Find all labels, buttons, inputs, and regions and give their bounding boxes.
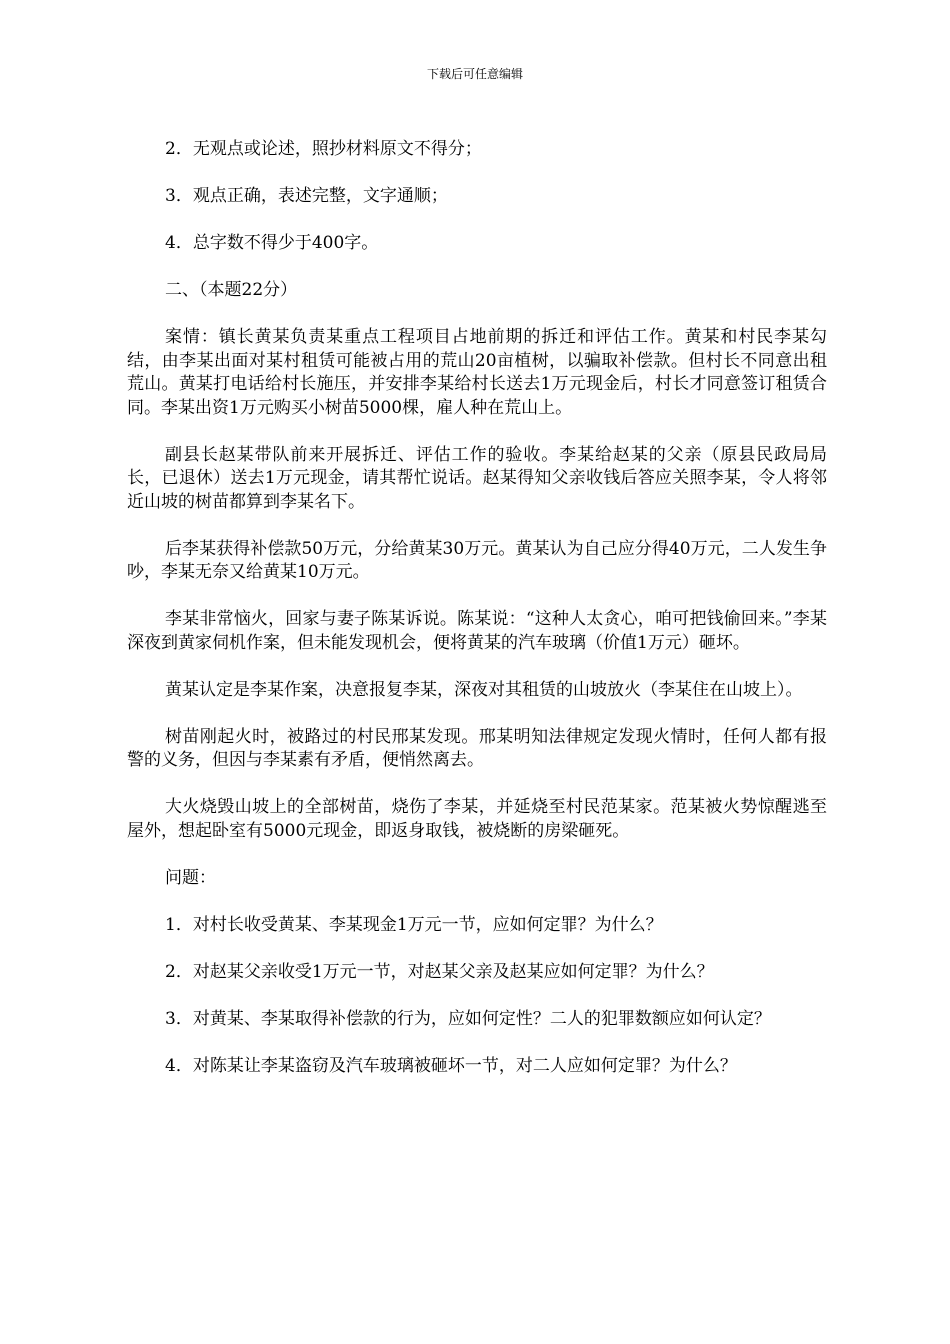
paragraph-scoring-rule-4: 4．总字数不得少于400字。 — [165, 233, 379, 253]
question-3: 3．对黄某、李某取得补偿款的行为，应如何定性？二人的犯罪数额应如何认定？ — [165, 1008, 771, 1029]
paragraph-scoring-rule-2: 2．无观点或论述，照抄材料原文不得分； — [165, 139, 482, 159]
question-4: 4．对陈某让李某盗窃及汽车玻璃被砸坏一节，对二人应如何定罪？为什么？ — [165, 1055, 737, 1076]
page-header: 下载后可任意编辑 — [426, 67, 523, 81]
paragraph-case-6: 树苗刚起火时，被路过的村民邢某发现。邢某明知法律规定发现火情时，任何人都有报警的义务，但因与李某素有矛盾，便悄然离去。 — [127, 726, 827, 770]
paragraph-case-7: 大火烧毁山坡上的全部树苗，烧伤了李某，并延烧至村民范某家。范某被火势惊醒逃至屋外，想起卧室有5000元现金，即返身取钱，被烧断的房梁砸死。 — [127, 797, 827, 841]
paragraph-scoring-rule-3: 3．观点正确，表述完整，文字通顺； — [165, 186, 448, 206]
question-1: 1．对村长收受黄某、李某现金1万元一节，应如何定罪？为什么？ — [165, 914, 663, 935]
paragraph-case-5: 黄某认定是李某作案，决意报复李某，深夜对其租赁的山坡放火（李某住在山坡上）。 — [165, 679, 803, 700]
questions-heading: 问题： — [165, 867, 216, 888]
paragraph-case-2: 副县长赵某带队前来开展拆迁、评估工作的验收。李某给赵某的父亲（原县民政局局长，已退休）送去1万元现金，请其帮忙说话。赵某得知父亲收钱后答应关照李某，令人将邻近山坡的树苗都算到李某名下。 — [127, 444, 827, 512]
question-2: 2．对赵某父亲收受1万元一节，对赵某父亲及赵某应如何定罪？为什么？ — [165, 961, 714, 982]
document-body — [127, 138, 827, 1078]
paragraph-case-4: 李某非常恼火，回家与妻子陈某诉说。陈某说：“这种人太贪心，咱可把钱偷回来。”李某深夜到黄家伺机作案，但未能发现机会，便将黄某的汽车玻璃（价值1万元）砸坏。 — [127, 609, 827, 653]
paragraph-case-intro: 案情：镇长黄某负责某重点工程项目占地前期的拆迁和评估工作。黄某和村民李某勾结，由李某出面对某村租赁可能被占用的荒山20亩植树，以骗取补偿款。但村长不同意出租荒山。黄某打电话给村长施压，并安排李某给村长送去1万元现金后，村长才同意签订租赁合同。李某出资1万元购买小树苗5000棵，雇人种在荒山上。 — [127, 327, 827, 418]
section-heading: 二、（本题22分） — [165, 280, 298, 300]
paragraph-case-3: 后李某获得补偿款50万元，分给黄某30万元。黄某认为自己应分得40万元，二人发生争吵，李某无奈又给黄某10万元。 — [127, 538, 827, 582]
